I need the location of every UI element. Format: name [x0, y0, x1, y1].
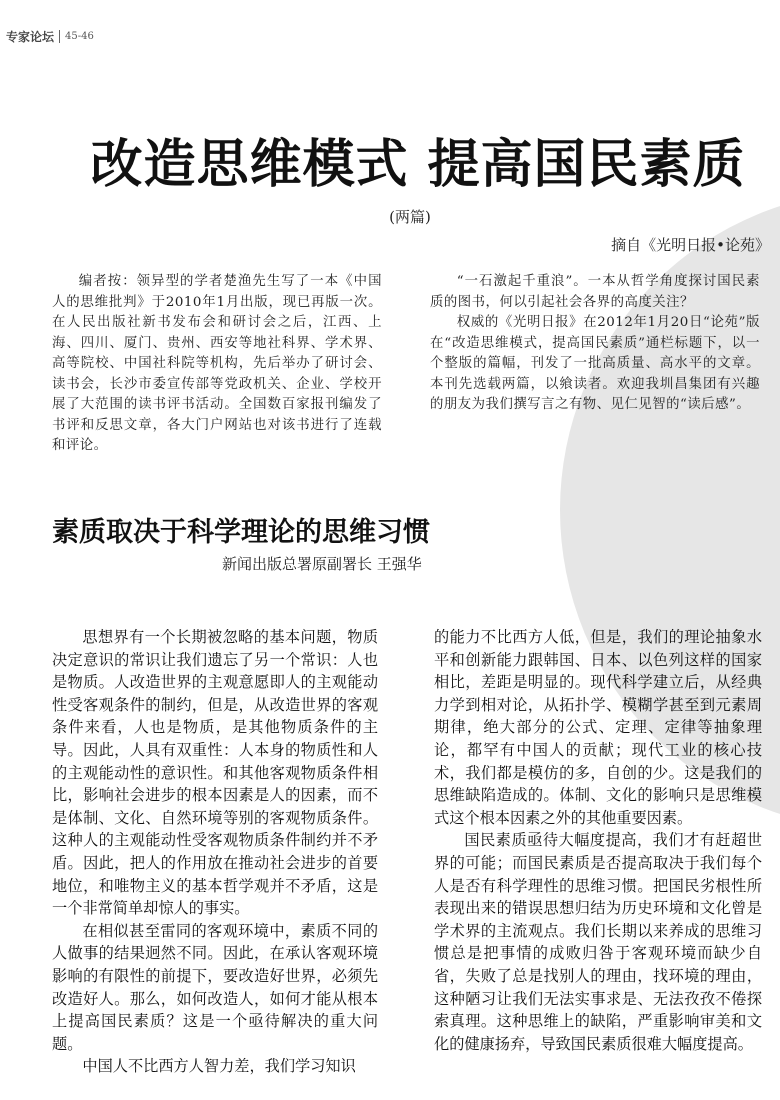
article-paragraph: 中国人不比西方人智力差，我们学习知识 — [82, 1057, 356, 1076]
article-author: 新闻出版总署原副署长 王强华 — [222, 555, 422, 573]
page-header — [6, 28, 94, 45]
editor-note-paragraph: 编者按：领异型的学者楚渔先生写了一本《中国人的思维批判》于2010年1月出版，现已再版一次。在人民出版社新书发布会和研讨会之后，江西、上海、四川、厦门、贵州、西安等地社科界、学术界、高等院校、中国社科院等机构，先后举办了研讨会、读书会，长沙市委宣传部等党政机关、企业、学校开展了大范围的读书评书活动。全国数百家报刊编发了书评和反思文章，各大门户网站也对该书进行了连载和评论。 — [52, 274, 382, 453]
main-title: 改造思维模式 提高国民素质 — [90, 135, 746, 195]
editor-note-paragraph: “一石激起千重浪”。一本从哲学角度探讨国民素质的图书，何以引起社会各界的高度关注？ — [430, 274, 760, 310]
subtitle: (两篇) — [389, 208, 431, 226]
article-title: 素质取决于科学理论的思维习惯 — [52, 517, 430, 548]
article-column-right — [434, 626, 762, 1055]
article-paragraph: 思想界有一个长期被忽略的基本问题，物质决定意识的常识让我们遗忘了另一个常识：人也是物质。人改造世界的主观意愿即人的主观能动性受客观条件的制约，但是，从改造世界的客观条件来看，人也是物质，是其他物质条件的主导。因此，人具有双重性：人本身的物质性和人的主观能动性的意识性。和其他客观物质条件相比，影响社会进步的根本因素是人的因素，而不是体制、文化、自然环境等别的客观物质条件。这种人的主观能动性受客观物质条件制约并不矛盾。因此，把人的作用放在推动社会进步的首要地位，和唯物主义的基本哲学观并不矛盾，这是一个非常简单却惊人的事实。 — [52, 628, 378, 918]
editor-note-right — [430, 272, 760, 416]
header-divider — [59, 30, 60, 43]
editor-note-left — [52, 272, 382, 457]
source-citation: 摘自《光明日报•论苑》 — [611, 236, 770, 254]
article-paragraph: 在相似甚至雷同的客观环境中，素质不同的人做事的结果迥然不同。因此，在承认客观环境影响的有限性的前提下，要改造好世界，必须先改造好人。那么，如何改造人，如何才能从根本上提高国民素质？这是一个亟待解决的重大问题。 — [52, 921, 378, 1053]
article-paragraph: 的能力不比西方人低，但是，我们的理论抽象水平和创新能力跟韩国、日本、以色列这样的国家相比，差距是明显的。现代科学建立后，从经典力学到相对论，从拓扑学、模糊学甚至到元素周期律，绝大部分的公式、定理、定律等抽象理论，都罕有中国人的贡献；现代工业的核心技术，我们都是模仿的多，自创的少。这是我们的思维缺陷造成的。体制、文化的影响只是思维模式这个根本因素之外的其他重要因素。 — [434, 628, 762, 827]
article-paragraph: 国民素质亟待大幅度提高，我们才有赶超世界的可能；而国民素质是否提高取决于我们每个人是否有科学理性的思维习惯。把国民劣根性所表现出来的错误思想归结为历史环境和文化曾是学术界的主流观点。我们长期以来养成的思维习惯总是把事情的成败归咎于客观环境而缺少自省，失败了总是找别人的理由，找环境的理由，这种陋习让我们无法实事求是、无法孜孜不倦探索真理。这种思维上的缺陷，严重影响审美和文化的健康扬弃，导致国民素质很难大幅度提高。 — [434, 831, 762, 1053]
editor-note-paragraph: 权威的《光明日报》在2012年1月20日“论苑”版在“改造思维模式，提高国民素质”通栏标题下，以一个整版的篇幅，刊发了一批高质量、高水平的文章。本刊先选载两篇，以飨读者。欢迎我圳昌集团有兴趣的朋友为我们撰写言之有物、见仁见智的“读后感”。 — [430, 315, 760, 412]
section-label: 专家论坛 — [6, 30, 55, 44]
article-column-left — [52, 626, 378, 1078]
page-range: 45-46 — [65, 31, 94, 42]
